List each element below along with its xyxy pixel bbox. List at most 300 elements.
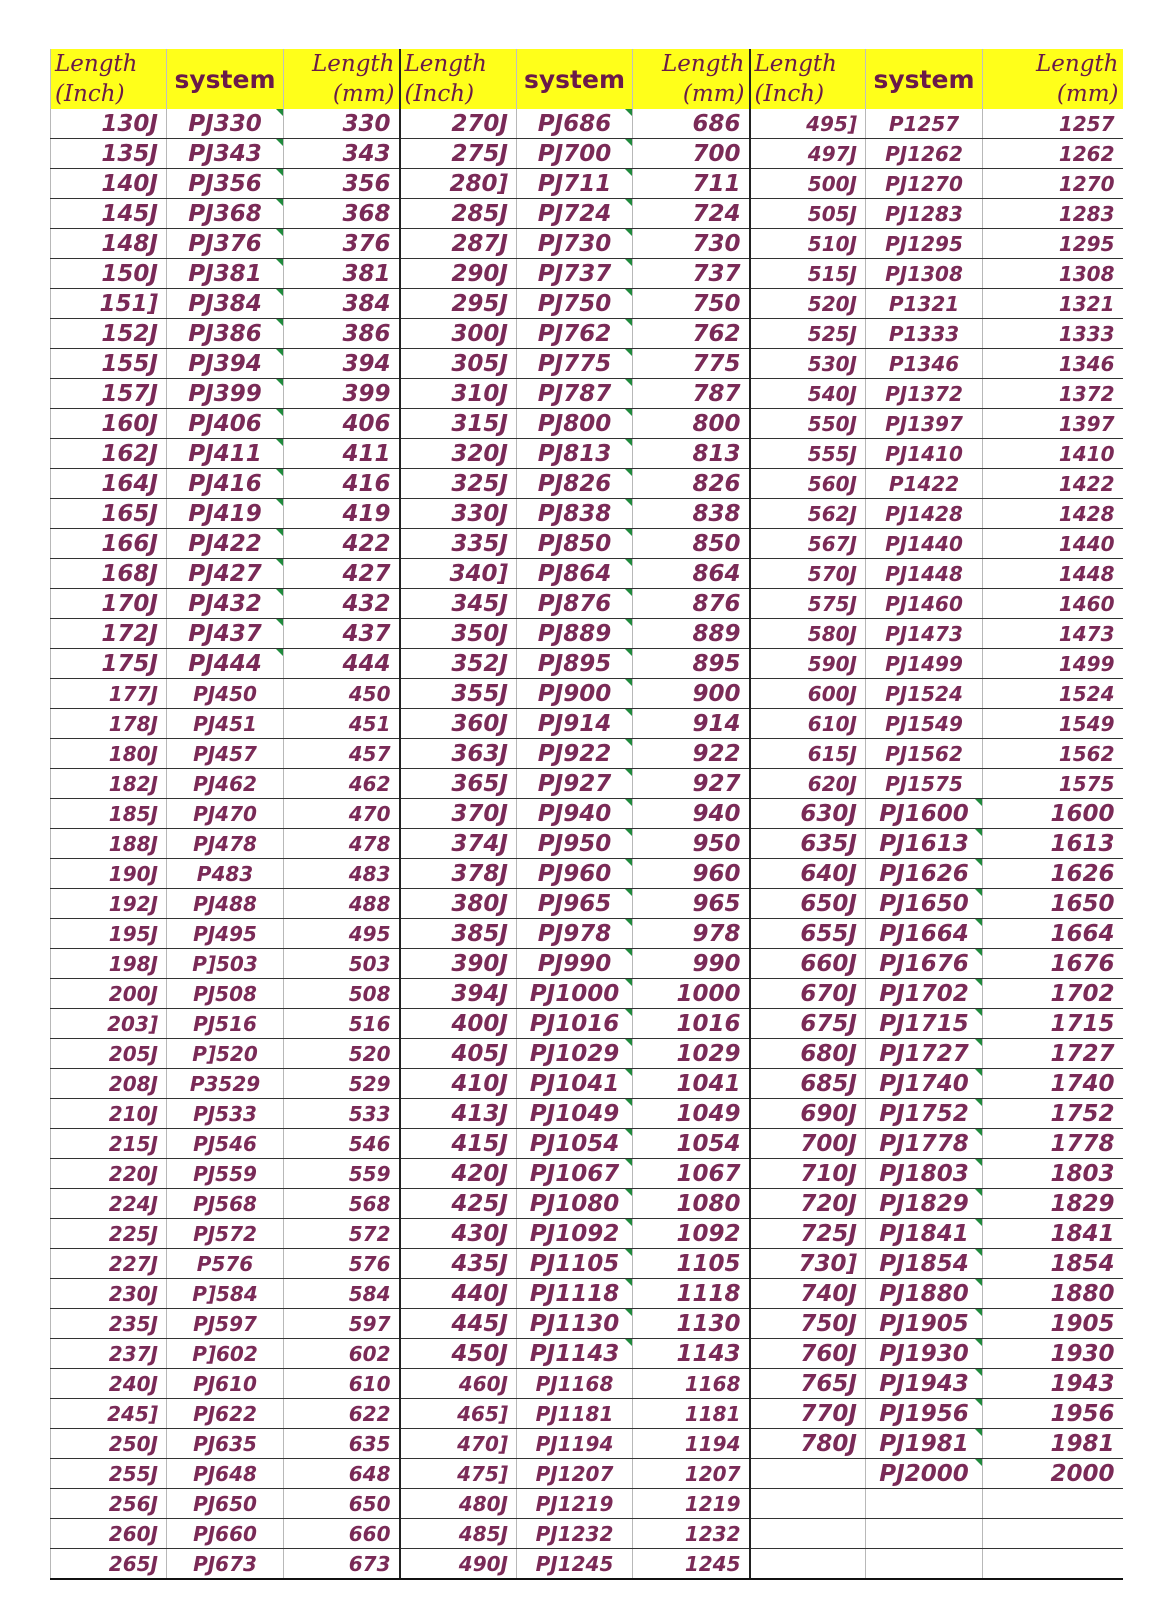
length-mm-cell: 850 [633, 529, 750, 559]
length-mm-cell: 622 [284, 1399, 400, 1429]
table-row [51, 439, 1123, 469]
system-cell: PJ356 [167, 169, 284, 199]
length-inch-cell: 224J [51, 1189, 167, 1219]
length-mm-cell: 1029 [633, 1039, 750, 1069]
system-cell: PJ384 [167, 289, 284, 319]
length-inch-cell: 530J [750, 349, 866, 379]
length-inch-cell: 363J [400, 739, 517, 769]
length-inch-cell: 710J [750, 1159, 866, 1189]
system-cell: PJ1650 [866, 889, 983, 919]
length-inch-cell: 160J [51, 409, 167, 439]
length-inch-cell: 287J [400, 229, 517, 259]
length-mm-cell: 1049 [633, 1099, 750, 1129]
length-inch-cell: 177J [51, 679, 167, 709]
system-cell: PJ386 [167, 319, 284, 349]
length-inch-cell: 680J [750, 1039, 866, 1069]
system-cell: PJ1029 [517, 1039, 633, 1069]
system-cell: PJ965 [517, 889, 633, 919]
length-mm-cell: 1262 [983, 139, 1123, 169]
table-row [51, 919, 1123, 949]
header-length-inch-line1: Length [404, 51, 487, 77]
header-length-inch-line1: Length [754, 51, 837, 77]
system-cell: PJ422 [167, 529, 284, 559]
length-mm-cell: 416 [284, 469, 400, 499]
length-inch-cell: 415J [400, 1129, 517, 1159]
length-mm-cell [983, 1489, 1123, 1519]
length-mm-cell: 2000 [983, 1459, 1123, 1489]
length-inch-cell: 567J [750, 529, 866, 559]
length-mm-cell: 1041 [633, 1069, 750, 1099]
length-mm-cell: 478 [284, 829, 400, 859]
length-inch-cell: 650J [750, 889, 866, 919]
table-row [51, 1309, 1123, 1339]
table-row [51, 1489, 1123, 1519]
length-inch-cell: 560J [750, 469, 866, 499]
system-cell: PJ1956 [866, 1399, 983, 1429]
length-inch-cell: 175J [51, 649, 167, 679]
length-inch-cell: 340] [400, 559, 517, 589]
belt-size-table [50, 49, 1123, 1580]
length-mm-cell: 673 [284, 1549, 400, 1580]
table-row [51, 1249, 1123, 1279]
length-mm-cell: 450 [284, 679, 400, 709]
length-inch-cell: 660J [750, 949, 866, 979]
length-inch-cell: 405J [400, 1039, 517, 1069]
length-mm-cell: 546 [284, 1129, 400, 1159]
length-inch-cell: 166J [51, 529, 167, 559]
length-inch-cell: 295J [400, 289, 517, 319]
length-mm-cell: 1346 [983, 349, 1123, 379]
system-cell: PJ1041 [517, 1069, 633, 1099]
header-length-mm-line2: (mm) [332, 81, 395, 107]
system-cell: PJ1473 [866, 619, 983, 649]
system-cell: PJ1448 [866, 559, 983, 589]
table-row [51, 319, 1123, 349]
length-inch-cell: 750J [750, 1309, 866, 1339]
system-cell: PJ1428 [866, 499, 983, 529]
system-cell: PJ1880 [866, 1279, 983, 1309]
length-inch-cell: 450J [400, 1339, 517, 1369]
system-cell: PJ1372 [866, 379, 983, 409]
length-inch-cell: 245] [51, 1399, 167, 1429]
system-cell: PJ1105 [517, 1249, 633, 1279]
system-cell: PJ660 [167, 1519, 284, 1549]
system-cell: PJ343 [167, 139, 284, 169]
length-mm-cell: 1702 [983, 979, 1123, 1009]
length-mm-cell: 1562 [983, 739, 1123, 769]
system-cell: PJ1460 [866, 589, 983, 619]
length-inch-cell: 570J [750, 559, 866, 589]
system-cell: PJ635 [167, 1429, 284, 1459]
length-inch-cell: 525J [750, 319, 866, 349]
system-cell: PJ1841 [866, 1219, 983, 1249]
system-cell: P483 [167, 859, 284, 889]
system-cell: PJ1118 [517, 1279, 633, 1309]
table-row [51, 1459, 1123, 1489]
length-mm-cell: 1016 [633, 1009, 750, 1039]
length-inch-cell: 203] [51, 1009, 167, 1039]
system-cell: PJ889 [517, 619, 633, 649]
length-mm-cell: 1422 [983, 469, 1123, 499]
length-mm-cell: 386 [284, 319, 400, 349]
system-cell: PJ610 [167, 1369, 284, 1399]
system-cell: PJ622 [167, 1399, 284, 1429]
length-inch-cell: 265J [51, 1549, 167, 1580]
length-inch-cell: 250J [51, 1429, 167, 1459]
header-length-mm-line1: Length [312, 51, 395, 77]
length-inch-cell: 275J [400, 139, 517, 169]
length-inch-cell: 430J [400, 1219, 517, 1249]
system-cell: PJ432 [167, 589, 284, 619]
length-mm-cell: 384 [284, 289, 400, 319]
length-mm-cell: 1333 [983, 319, 1123, 349]
length-inch-cell: 162J [51, 439, 167, 469]
length-mm-cell: 516 [284, 1009, 400, 1039]
length-inch-cell: 445J [400, 1309, 517, 1339]
length-inch-cell: 355J [400, 679, 517, 709]
table-row [51, 649, 1123, 679]
system-cell: PJ850 [517, 529, 633, 559]
system-cell: PJ775 [517, 349, 633, 379]
length-mm-cell: 381 [284, 259, 400, 289]
system-cell: PJ1295 [866, 229, 983, 259]
length-mm-cell: 1181 [633, 1399, 750, 1429]
length-inch-cell: 725J [750, 1219, 866, 1249]
length-inch-cell: 320J [400, 439, 517, 469]
length-inch-cell: 182J [51, 769, 167, 799]
length-mm-cell: 1067 [633, 1159, 750, 1189]
system-cell: P1321 [866, 289, 983, 319]
table-row [51, 1129, 1123, 1159]
length-inch-cell: 335J [400, 529, 517, 559]
table-header [51, 49, 1123, 109]
system-cell: PJ1283 [866, 199, 983, 229]
length-inch-cell: 675J [750, 1009, 866, 1039]
system-cell: PJ2000 [866, 1459, 983, 1489]
system-cell: PJ1000 [517, 979, 633, 1009]
length-mm-cell: 914 [633, 709, 750, 739]
system-cell: PJ1626 [866, 859, 983, 889]
length-mm-cell: 895 [633, 649, 750, 679]
length-mm-cell: 422 [284, 529, 400, 559]
system-cell: P]520 [167, 1039, 284, 1069]
table-row [51, 139, 1123, 169]
table-row [51, 1369, 1123, 1399]
length-mm-cell: 965 [633, 889, 750, 919]
length-inch-cell: 500J [750, 169, 866, 199]
length-mm-cell: 1880 [983, 1279, 1123, 1309]
length-mm-cell: 1092 [633, 1219, 750, 1249]
length-mm-cell: 1650 [983, 889, 1123, 919]
length-mm-cell: 1130 [633, 1309, 750, 1339]
system-cell: PJ1207 [517, 1459, 633, 1489]
length-mm-cell: 495 [284, 919, 400, 949]
length-mm-cell: 1397 [983, 409, 1123, 439]
system-cell: PJ1715 [866, 1009, 983, 1039]
length-mm-cell: 660 [284, 1519, 400, 1549]
system-cell: PJ419 [167, 499, 284, 529]
system-cell: PJ1143 [517, 1339, 633, 1369]
table-row [51, 769, 1123, 799]
length-mm-cell: 1207 [633, 1459, 750, 1489]
length-inch-cell: 374J [400, 829, 517, 859]
length-mm-cell: 1600 [983, 799, 1123, 829]
length-inch-cell: 210J [51, 1099, 167, 1129]
length-mm-cell: 602 [284, 1339, 400, 1369]
length-mm-cell: 1168 [633, 1369, 750, 1399]
length-inch-cell: 240J [51, 1369, 167, 1399]
system-cell: PJ650 [167, 1489, 284, 1519]
length-inch-cell: 185J [51, 799, 167, 829]
length-mm-cell: 1000 [633, 979, 750, 1009]
system-cell: PJ990 [517, 949, 633, 979]
length-mm-cell: 399 [284, 379, 400, 409]
length-inch-cell: 630J [750, 799, 866, 829]
length-inch-cell: 490J [400, 1549, 517, 1580]
table-row [51, 889, 1123, 919]
length-inch-cell: 315J [400, 409, 517, 439]
length-inch-cell: 780J [750, 1429, 866, 1459]
system-cell: PJ508 [167, 979, 284, 1009]
length-inch-cell: 480J [400, 1489, 517, 1519]
length-mm-cell: 1752 [983, 1099, 1123, 1129]
system-cell: PJ470 [167, 799, 284, 829]
system-cell: PJ1168 [517, 1369, 633, 1399]
length-mm-cell: 610 [284, 1369, 400, 1399]
header-length-inch [51, 49, 167, 109]
table-row [51, 1009, 1123, 1039]
length-inch-cell: 345J [400, 589, 517, 619]
length-mm-cell: 1143 [633, 1339, 750, 1369]
system-cell: PJ1016 [517, 1009, 633, 1039]
length-inch-cell: 394J [400, 979, 517, 1009]
length-mm-cell: 1841 [983, 1219, 1123, 1249]
system-cell: PJ762 [517, 319, 633, 349]
length-inch-cell: 152J [51, 319, 167, 349]
header-system: system [866, 49, 983, 109]
length-mm-cell: 1626 [983, 859, 1123, 889]
table-row [51, 379, 1123, 409]
length-inch-cell: 135J [51, 139, 167, 169]
length-inch-cell: 157J [51, 379, 167, 409]
system-cell: PJ457 [167, 739, 284, 769]
length-inch-cell: 225J [51, 1219, 167, 1249]
system-cell: PJ724 [517, 199, 633, 229]
system-cell: P]602 [167, 1339, 284, 1369]
length-inch-cell: 148J [51, 229, 167, 259]
length-mm-cell: 990 [633, 949, 750, 979]
length-inch-cell: 280] [400, 169, 517, 199]
system-cell: PJ1752 [866, 1099, 983, 1129]
length-inch-cell: 352J [400, 649, 517, 679]
length-mm-cell: 1448 [983, 559, 1123, 589]
table-row [51, 589, 1123, 619]
header-length-mm-line1: Length [1036, 51, 1119, 77]
system-cell: PJ381 [167, 259, 284, 289]
table-row [51, 409, 1123, 439]
length-inch-cell: 580J [750, 619, 866, 649]
length-inch-cell: 178J [51, 709, 167, 739]
system-cell: PJ568 [167, 1189, 284, 1219]
system-cell: PJ673 [167, 1549, 284, 1580]
length-inch-cell: 188J [51, 829, 167, 859]
length-inch-cell: 460J [400, 1369, 517, 1399]
header-length-inch-line2: (Inch) [754, 81, 825, 107]
system-cell: PJ1600 [866, 799, 983, 829]
system-cell: P]503 [167, 949, 284, 979]
table-row [51, 349, 1123, 379]
length-inch-cell: 590J [750, 649, 866, 679]
system-cell: PJ1778 [866, 1129, 983, 1159]
length-inch-cell: 562J [750, 499, 866, 529]
system-cell: P1346 [866, 349, 983, 379]
table-row [51, 949, 1123, 979]
length-mm-cell: 927 [633, 769, 750, 799]
length-inch-cell: 130J [51, 109, 167, 139]
length-mm-cell: 1428 [983, 499, 1123, 529]
system-cell: PJ1613 [866, 829, 983, 859]
length-mm-cell: 1499 [983, 649, 1123, 679]
length-mm-cell: 1613 [983, 829, 1123, 859]
length-mm-cell: 787 [633, 379, 750, 409]
length-mm-cell: 533 [284, 1099, 400, 1129]
length-mm-cell: 1549 [983, 709, 1123, 739]
length-mm-cell: 635 [284, 1429, 400, 1459]
system-cell: PJ450 [167, 679, 284, 709]
length-mm-cell: 762 [633, 319, 750, 349]
length-mm-cell: 1956 [983, 1399, 1123, 1429]
length-inch-cell: 600J [750, 679, 866, 709]
length-mm-cell [983, 1519, 1123, 1549]
table-row [51, 499, 1123, 529]
length-inch-cell: 330J [400, 499, 517, 529]
system-cell: PJ978 [517, 919, 633, 949]
table-row [51, 739, 1123, 769]
system-cell: PJ700 [517, 139, 633, 169]
length-mm-cell: 444 [284, 649, 400, 679]
system-cell: PJ648 [167, 1459, 284, 1489]
length-inch-cell: 465] [400, 1399, 517, 1429]
length-mm-cell: 427 [284, 559, 400, 589]
length-mm-cell: 1194 [633, 1429, 750, 1459]
length-mm-cell: 730 [633, 229, 750, 259]
system-cell: PJ478 [167, 829, 284, 859]
system-cell: PJ1245 [517, 1549, 633, 1580]
system-cell: PJ813 [517, 439, 633, 469]
length-inch-cell: 230J [51, 1279, 167, 1309]
length-mm-cell: 1440 [983, 529, 1123, 559]
system-cell: PJ1702 [866, 979, 983, 1009]
length-mm-cell: 1740 [983, 1069, 1123, 1099]
length-mm-cell: 559 [284, 1159, 400, 1189]
length-inch-cell: 350J [400, 619, 517, 649]
length-inch-cell: 555J [750, 439, 866, 469]
length-mm-cell: 529 [284, 1069, 400, 1099]
length-mm-cell: 1943 [983, 1369, 1123, 1399]
length-mm-cell: 1905 [983, 1309, 1123, 1339]
length-inch-cell: 635J [750, 829, 866, 859]
length-inch-cell: 180J [51, 739, 167, 769]
system-cell: PJ406 [167, 409, 284, 439]
length-mm-cell: 724 [633, 199, 750, 229]
system-cell: PJ1092 [517, 1219, 633, 1249]
system-cell: PJ876 [517, 589, 633, 619]
length-inch-cell: 378J [400, 859, 517, 889]
system-cell: PJ416 [167, 469, 284, 499]
length-inch-cell: 610J [750, 709, 866, 739]
length-mm-cell: 1715 [983, 1009, 1123, 1039]
system-cell: PJ864 [517, 559, 633, 589]
table-row [51, 529, 1123, 559]
length-inch-cell [750, 1549, 866, 1580]
length-mm-cell: 838 [633, 499, 750, 529]
length-mm-cell: 432 [284, 589, 400, 619]
system-cell: PJ1049 [517, 1099, 633, 1129]
length-mm-cell: 356 [284, 169, 400, 199]
length-mm-cell: 876 [633, 589, 750, 619]
length-mm-cell: 576 [284, 1249, 400, 1279]
length-inch-cell: 192J [51, 889, 167, 919]
length-inch-cell: 700J [750, 1129, 866, 1159]
length-mm-cell: 1473 [983, 619, 1123, 649]
length-inch-cell: 195J [51, 919, 167, 949]
header-length-mm [983, 49, 1123, 109]
length-mm-cell: 889 [633, 619, 750, 649]
table-row [51, 1099, 1123, 1129]
length-mm-cell: 1727 [983, 1039, 1123, 1069]
header-length-inch [750, 49, 866, 109]
system-cell: PJ900 [517, 679, 633, 709]
length-mm-cell: 1664 [983, 919, 1123, 949]
length-inch-cell: 410J [400, 1069, 517, 1099]
length-mm-cell: 1460 [983, 589, 1123, 619]
length-mm-cell [983, 1549, 1123, 1580]
system-cell: PJ1981 [866, 1429, 983, 1459]
system-cell: P]584 [167, 1279, 284, 1309]
system-cell: PJ1080 [517, 1189, 633, 1219]
length-inch-cell [750, 1489, 866, 1519]
length-mm-cell: 1245 [633, 1549, 750, 1580]
length-inch-cell: 155J [51, 349, 167, 379]
system-cell: PJ411 [167, 439, 284, 469]
length-mm-cell: 1295 [983, 229, 1123, 259]
length-inch-cell: 497J [750, 139, 866, 169]
system-cell: PJ922 [517, 739, 633, 769]
table-row [51, 1159, 1123, 1189]
table-row [51, 229, 1123, 259]
system-cell: PJ838 [517, 499, 633, 529]
length-inch-cell: 145J [51, 199, 167, 229]
system-cell: PJ451 [167, 709, 284, 739]
system-cell: PJ427 [167, 559, 284, 589]
table-row [51, 169, 1123, 199]
length-inch-cell: 235J [51, 1309, 167, 1339]
table-row [51, 1549, 1123, 1580]
table-row [51, 979, 1123, 1009]
system-cell: PJ1524 [866, 679, 983, 709]
system-cell: PJ686 [517, 109, 633, 139]
length-mm-cell: 1981 [983, 1429, 1123, 1459]
system-cell: P1333 [866, 319, 983, 349]
system-cell: PJ1829 [866, 1189, 983, 1219]
system-cell: P1257 [866, 109, 983, 139]
length-inch-cell: 290J [400, 259, 517, 289]
header-length-inch-line2: (Inch) [404, 81, 475, 107]
system-cell: PJ1130 [517, 1309, 633, 1339]
system-cell: PJ960 [517, 859, 633, 889]
header-row [51, 49, 1123, 109]
system-cell: PJ1549 [866, 709, 983, 739]
